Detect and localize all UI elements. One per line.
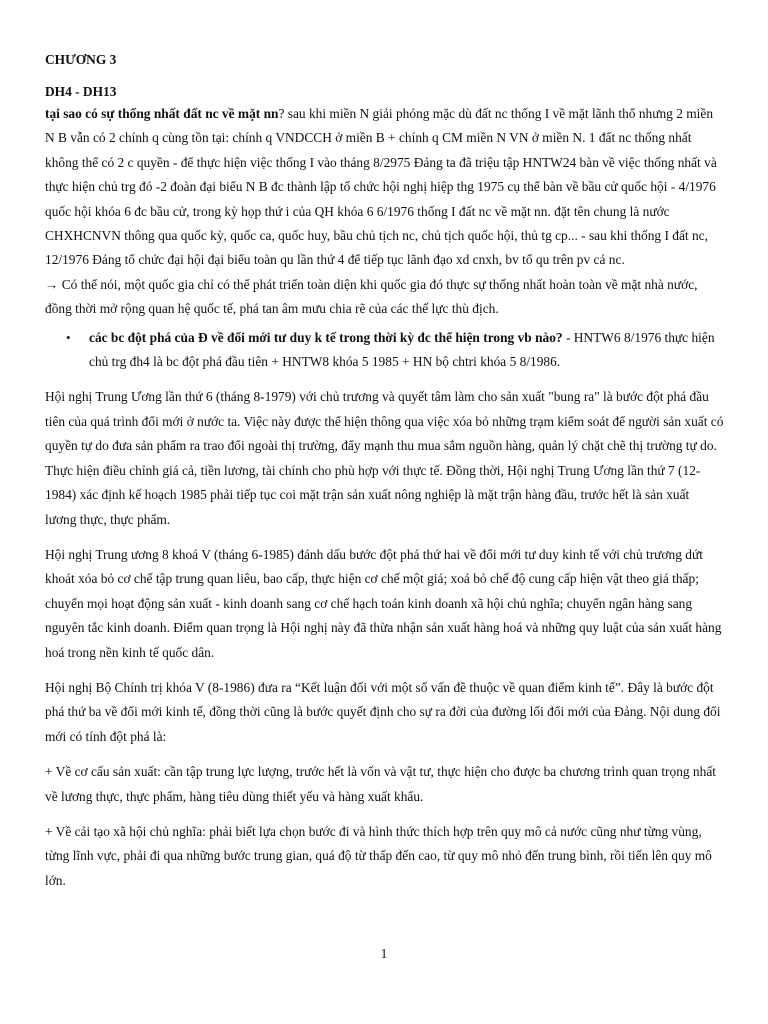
question-1-bold: tại sao có sự thống nhất đất nc về mặt nn [45, 106, 279, 121]
bullet-dot-icon: • [66, 329, 71, 345]
question-1-text: ? sau khi miền N giải phóng mặc dù đất nc thống I về mặt lãnh thổ nhưng 2 miền N B vẫn có 2 chính q cùng tồn tại: chính q VNDCCH ở miền B + chính q CM miền N VN ở miền N. 1 đất nc thống nhất không thể có 2 c quyền - để thực hiện việc thống I vào tháng 8/2975 Đảng ta đã triệu tập HNTW24 bàn về việc thống nhất và thực hiện chủ trg đó -2 đoàn đại biểu N B đc thành lập tổ chức hội nghị hiệp thg 1975 cụ thể bàn về bầu cử quốc hội - 4/1976 quốc hội khóa 6 đc bầu cử, trong kỳ họp thứ i của QH khóa 6 6/1976 thống I đất nc về mặt nn. đặt tên chung là nước CHXHCNVN thông qua quốc kỳ, quốc ca, quốc huy, bầu chủ tịch nc, chủ tịch quốc hội, thủ tg cp... - sau khi thống I đất nc, 12/1976 Đảng tổ chức đại hội đại biểu toàn qu lần thứ 4 để tiếp tục lãnh đạo xd cnxh, bv tổ qu trên pv cả nc. [45, 106, 717, 268]
paragraph-1: Hội nghị Trung Ương lần thứ 6 (tháng 8-1979) với chủ trương và quyết tâm làm cho sản xuất "bung ra" là bước đột phá đầu tiên của quá trình đổi mới ở nước ta. Việc này được thể hiện thông qua việc xóa bỏ những trạm kiểm soát để người sản xuất có quyền tự do đưa sản phẩm ra trao đổi ngoài thị trường, đẩy mạnh thu mua sắm nguồn hàng, quản lý chặt chẽ thị trường tự do. Thực hiện điều chỉnh giá cả, tiền lương, tài chính cho phù hợp với thực tế. Đồng thời, Hội nghị Trung Ương lần thứ 7 (12-1984) xác định kế hoạch 1985 phải tiếp tục coi mặt trận sản xuất nông nghiệp là mặt trận hàng đầu, trước hết là sản xuất lương thực, thực phẩm. [45, 389, 724, 527]
conclusion-paragraph: → Có thể nói, một quốc gia chỉ có thể phát triển toàn diện khi quốc gia đó thực sự thống nhất hoàn toàn về mặt nhà nước, đồng thời mở rộng quan hệ quốc tế, phá tan âm mưu chia rẽ của các thế lực thù địch. [45, 276, 698, 317]
page-number: 1 [380, 946, 388, 961]
question-1-paragraph [45, 102, 724, 273]
paragraph-3: Hội nghị Bộ Chính trị khóa V (8-1986) đưa ra “Kết luận đối với một số vấn đề thuộc về quan điểm kinh tế”. Đây là bước đột phá thứ ba về đổi mới kinh tế, đồng thời cũng là bước quyết định cho sự ra đời của đường lối đổi mới của Đảng. Nội dung đổi mới có tính đột phá là: [45, 679, 721, 744]
bullet-answer-text: - HNTW6 8/1976 thực hiện chủ trg đh4 là bc đột phá đầu tiên + HNTW8 khóa 5 1985 + HN bộ chtri khóa 5 8/1986. [89, 329, 715, 370]
section-range: DH4 - DH13 [45, 84, 117, 99]
paragraph-2: Hội nghị Trung ương 8 khoá V (tháng 6-1985) đánh dấu bước đột phá thứ hai về đổi mới tư duy kinh tế với chủ trương dứt khoát xóa bỏ cơ chế tập trung quan liêu, bao cấp, thực hiện cơ chế một giá; xoá bỏ chế độ cung cấp hiện vật theo giá thấp; chuyển mọi hoạt động sản xuất - kinh doanh sang cơ chế hạch toán kinh doanh xã hội chủ nghĩa; chuyển ngân hàng sang nguyên tắc kinh doanh. Điểm quan trọng là Hội nghị này đã thừa nhận sản xuất hàng hoá và những quy luật của sản xuất hàng hoá trong nền kinh tế quốc dân. [45, 546, 722, 660]
paragraph-4: + Về cơ cấu sản xuất: cần tập trung lực lượng, trước hết là vốn và vật tư, thực hiện cho được ba chương trình quan trọng nhất về lương thực, thực phẩm, hàng tiêu dùng thiết yếu và hàng xuất khẩu. [45, 764, 716, 804]
bullet-item [45, 326, 724, 375]
chapter-title: CHƯƠNG 3 [45, 52, 117, 67]
bullet-question-bold: các bc đột phá của Đ về đổi mới tư duy k tế trong thời kỳ đc thể hiện trong vb nào? [89, 329, 563, 345]
paragraph-5: + Về cải tạo xã hội chủ nghĩa: phải biết lựa chọn bước đi và hình thức thích hợp trên quy mô cả nước cũng như từng vùng, từng lĩnh vực, phải đi qua những bước trung gian, quá độ từ thấp đến cao, từ quy mô nhỏ đến trung bình, rồi tiến lên quy mô lớn. [45, 823, 712, 888]
